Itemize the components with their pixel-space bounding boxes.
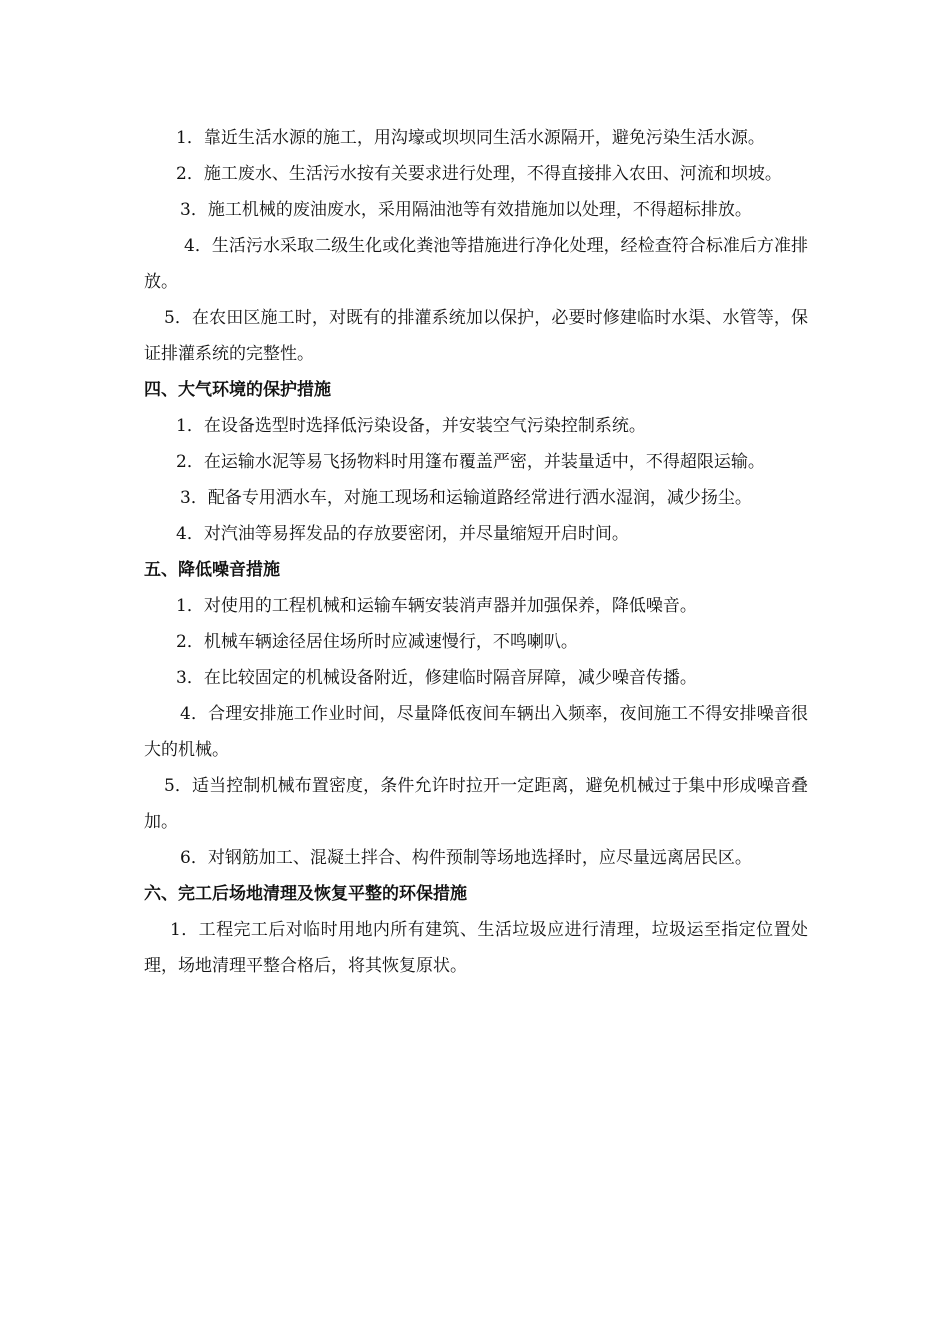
section-heading-noise: 五、降低噪音措施 xyxy=(144,560,280,580)
noise-item-2: 2．机械车辆途径居住场所时应减速慢行，不鸣喇叭。 xyxy=(176,632,578,652)
noise-item-4: 4．合理安排施工作业时间，尽量降低夜间车辆出入频率，夜间施工不得安排噪音很大的机械。 xyxy=(144,704,808,760)
water-item-5: 5．在农田区施工时，对既有的排灌系统加以保护，必要时修建临时水渠、水管等，保证排灌系统的完整性。 xyxy=(144,308,808,364)
water-item-4: 4．生活污水采取二级生化或化粪池等措施进行净化处理，经检查符合标准后方准排放。 xyxy=(144,236,808,292)
noise-item-3: 3．在比较固定的机械设备附近，修建临时隔音屏障，减少噪音传播。 xyxy=(176,668,697,688)
noise-item-1: 1．对使用的工程机械和运输车辆安装消声器并加强保养，降低噪音。 xyxy=(176,596,697,616)
section-heading-cleanup: 六、完工后场地清理及恢复平整的环保措施 xyxy=(144,884,467,904)
noise-item-5: 5．适当控制机械布置密度，条件允许时拉开一定距离，避免机械过于集中形成噪音叠加。 xyxy=(144,776,808,832)
air-item-3: 3．配备专用洒水车，对施工现场和运输道路经常进行洒水湿润，减少扬尘。 xyxy=(180,488,752,508)
air-item-1: 1．在设备选型时选择低污染设备，并安装空气污染控制系统。 xyxy=(176,416,646,436)
air-item-4: 4．对汽油等易挥发品的存放要密闭，并尽量缩短开启时间。 xyxy=(176,524,629,544)
cleanup-item-1: 1．工程完工后对临时用地内所有建筑、生活垃圾应进行清理，垃圾运至指定位置处理，场地清理平整合格后，将其恢复原状。 xyxy=(144,920,808,976)
water-item-2: 2．施工废水、生活污水按有关要求进行处理，不得直接排入农田、河流和坝坡。 xyxy=(176,164,782,184)
water-item-1: 1．靠近生活水源的施工，用沟壕或坝坝同生活水源隔开，避免污染生活水源。 xyxy=(176,128,765,148)
section-heading-air: 四、大气环境的保护措施 xyxy=(144,380,331,400)
air-item-2: 2．在运输水泥等易飞扬物料时用篷布覆盖严密，并装量适中，不得超限运输。 xyxy=(176,452,765,472)
water-item-3: 3．施工机械的废油废水，采用隔油池等有效措施加以处理，不得超标排放。 xyxy=(180,200,752,220)
noise-item-6: 6．对钢筋加工、混凝土拌合、构件预制等场地选择时，应尽量远离居民区。 xyxy=(180,848,752,868)
document-page xyxy=(144,120,808,984)
